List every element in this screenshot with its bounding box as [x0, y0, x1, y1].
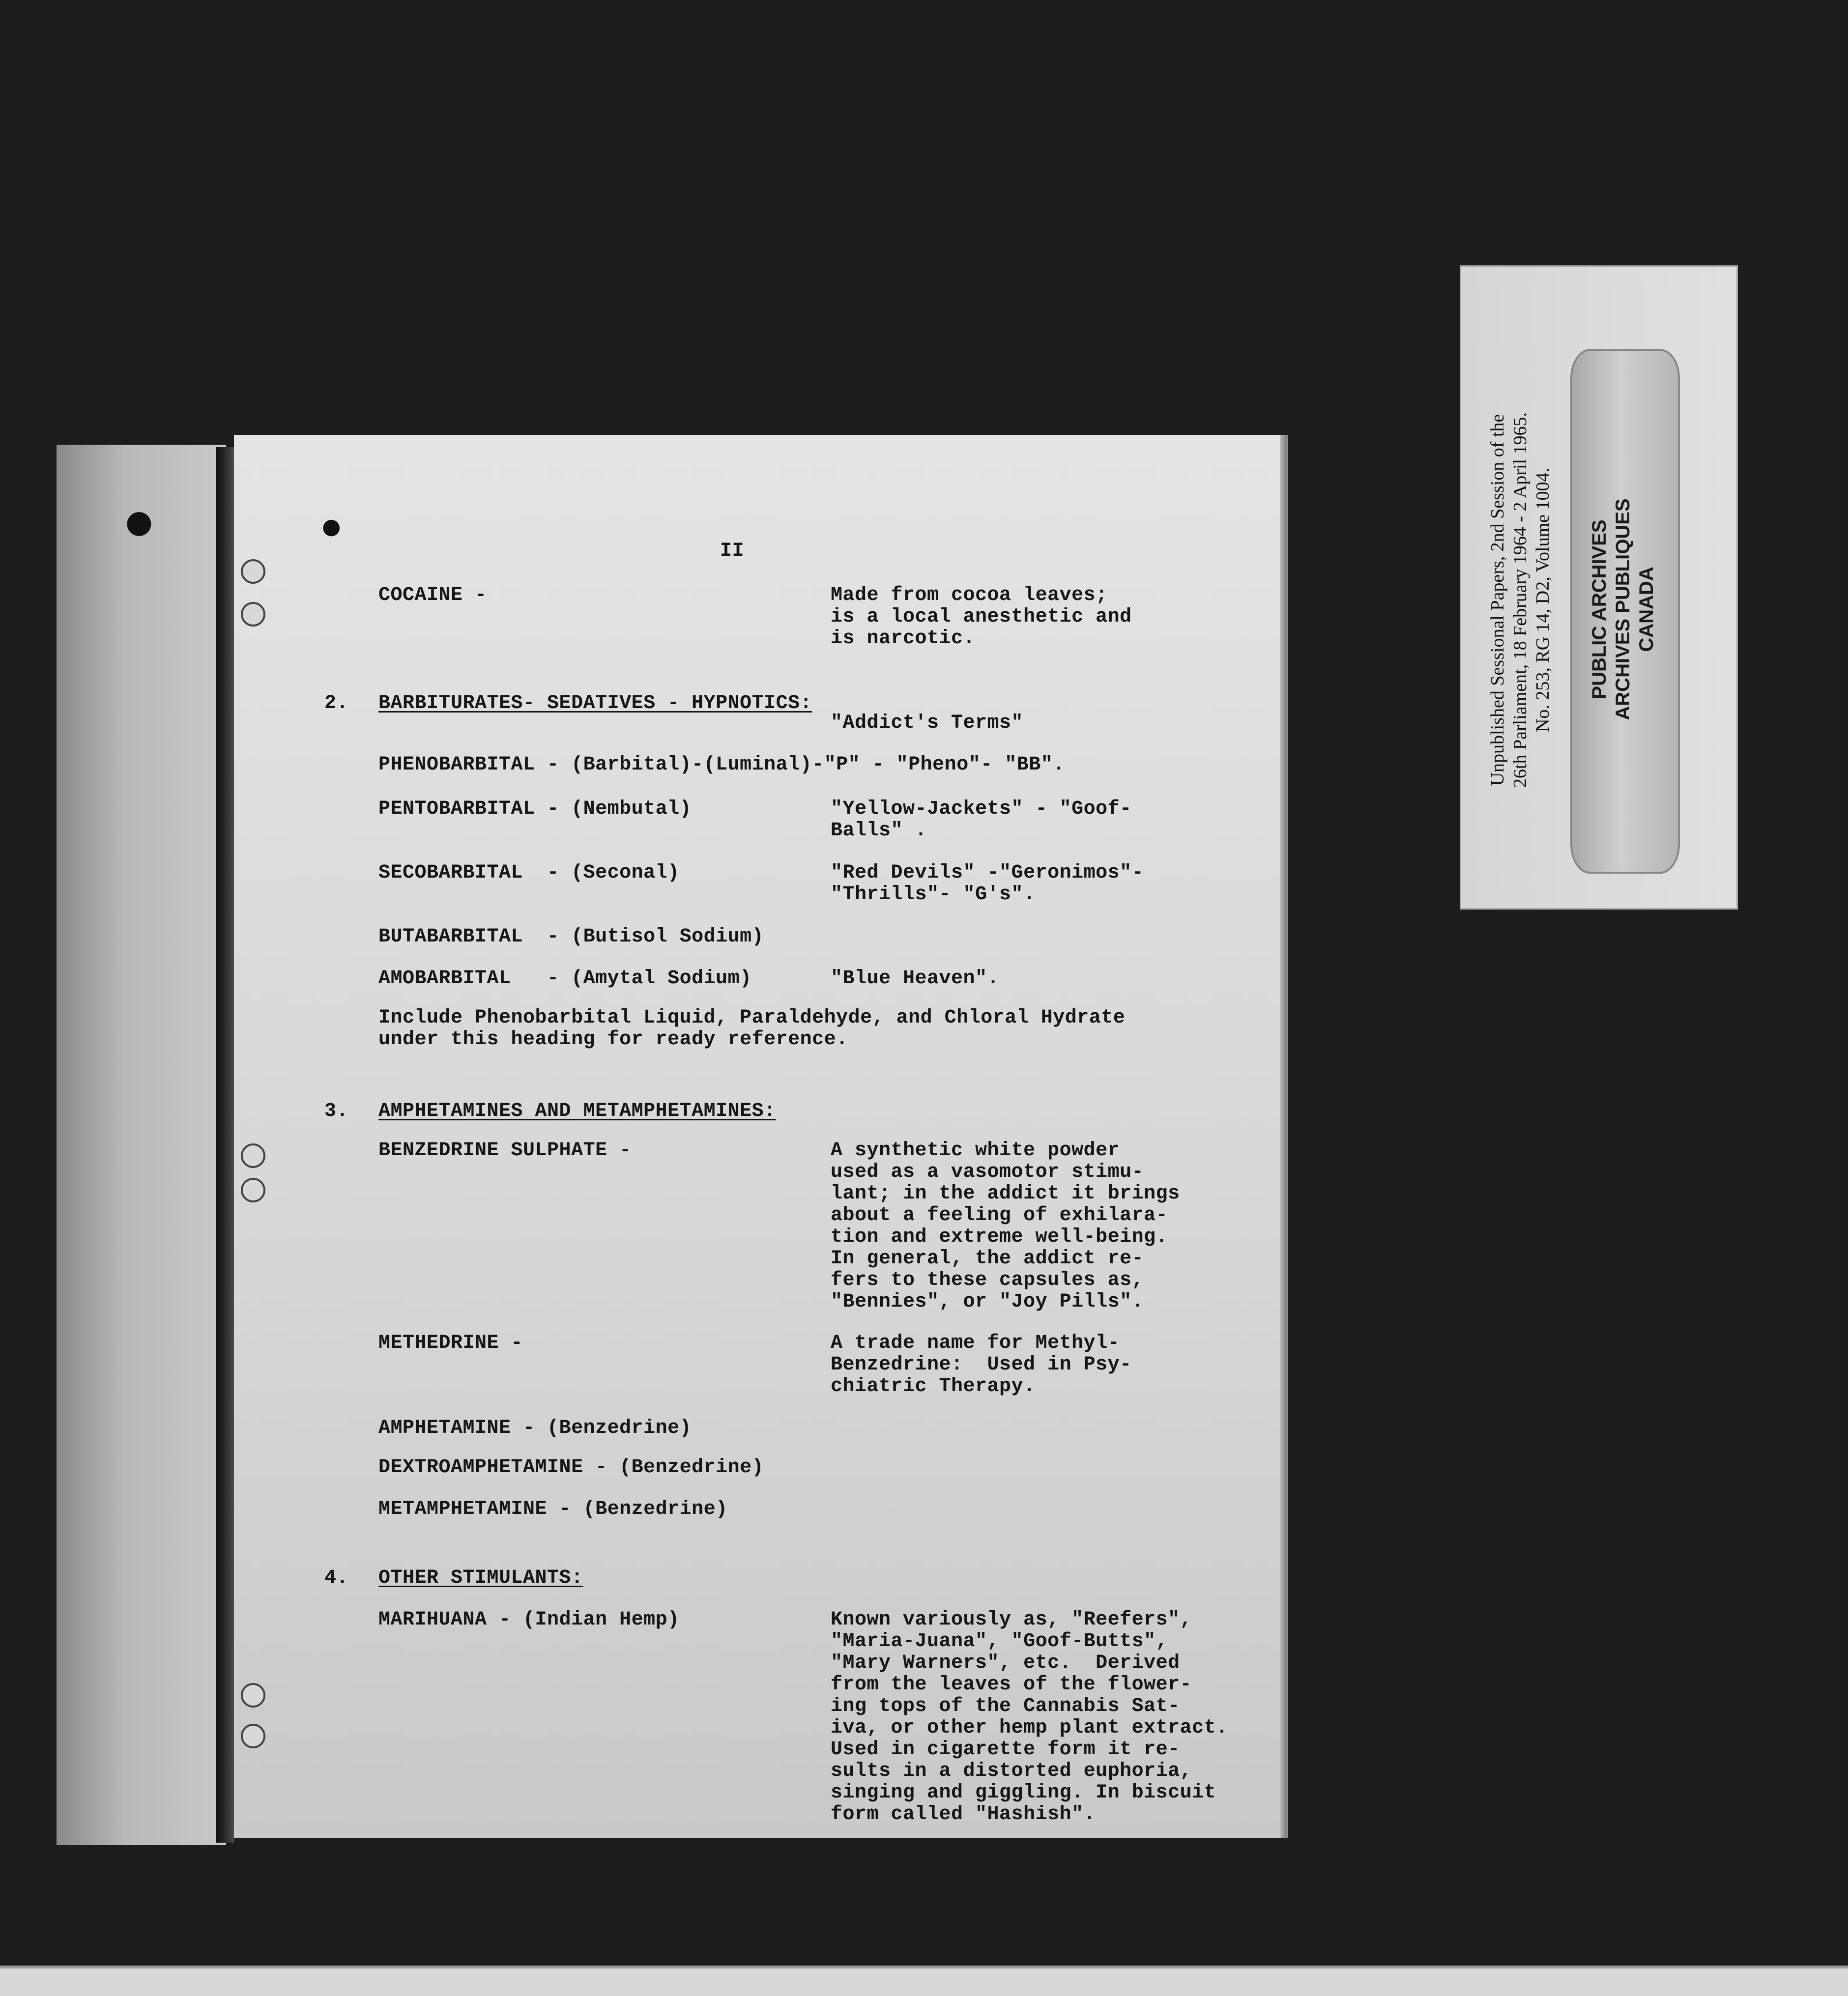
page-binding — [216, 447, 234, 1843]
cocaine-term: COCAINE - — [378, 584, 487, 606]
section-note: Include Phenobarbital Liquid, Paraldehyde, and Chloral Hydrate under this heading for ready reference. — [378, 1007, 1126, 1051]
addict-terms: "Red Devils" -"Geronimos"- "Thrills"- "G's". — [831, 862, 1144, 906]
ink-blot-mark: ● — [125, 504, 153, 540]
column-header: "Addict's Terms" — [831, 712, 1024, 734]
section-number: 3. — [324, 1100, 349, 1122]
metamphetamine-row: METAMPHETAMINE - (Benzedrine) — [378, 1498, 728, 1520]
methedrine-description: A trade name for Methyl- Benzedrine: Used in Psy- chiatric Therapy. — [831, 1332, 1132, 1397]
marihuana-description: Known variously as, "Reefers", "Maria-Juana", "Goof-Butts", "Mary Warners", etc. Derived from the leaves of the flower- ing tops of the Cannabis Sat- iva, or other hemp plant extract. Used in cigarette form it re- sults in a distorted euphoria, singing and giggling. In biscuit form called "Hashish". — [831, 1609, 1228, 1825]
addict-terms: "Blue Heaven". — [831, 968, 1000, 990]
archive-caption: Unpublished Sessional Papers, 2nd Session of the 26th Parliament, 18 February 1964 - 2 April 1965. No. 253, RG 14, D2, Volume 1004. — [1487, 412, 1553, 788]
drug-row: BUTABARBITAL - (Butisol Sodium) — [378, 926, 764, 948]
page-edge — [1280, 435, 1287, 1838]
stamp-line: PUBLIC ARCHIVES — [1588, 519, 1610, 699]
stamp-line: CANADA — [1636, 567, 1657, 652]
methedrine-term: METHEDRINE - — [378, 1332, 523, 1354]
punch-hole — [241, 559, 265, 584]
page-number: II — [720, 540, 745, 562]
ink-blot-mark: ● — [322, 514, 341, 539]
archive-stamp-text — [1588, 388, 1658, 830]
marihuana-term: MARIHUANA - (Indian Hemp) — [378, 1609, 680, 1631]
dextroamphetamine-row: DEXTROAMPHETAMINE - (Benzedrine) — [378, 1456, 764, 1479]
addict-terms: "Yellow-Jackets" - "Goof- Balls" . — [831, 798, 1132, 842]
punch-hole — [241, 1143, 265, 1168]
section-heading: OTHER STIMULANTS: — [378, 1567, 583, 1589]
punch-hole — [241, 602, 265, 627]
section-heading: AMPHETAMINES AND METAMPHETAMINES: — [378, 1100, 776, 1122]
punch-hole — [241, 1178, 265, 1202]
drug-row: PHENOBARBITAL - (Barbital)-(Luminal)-"P" - "Pheno"- "BB". — [378, 754, 1065, 776]
drug-row: PENTOBARBITAL - (Nembutal) — [378, 798, 692, 820]
punch-hole — [241, 1724, 265, 1748]
scan-edge — [0, 1966, 1848, 1996]
benzedrine-term: BENZEDRINE SULPHATE - — [378, 1140, 632, 1162]
drug-row: AMOBARBITAL - (Amytal Sodium) — [378, 968, 752, 990]
drug-row: SECOBARBITAL - (Seconal) — [378, 862, 680, 884]
section-heading: BARBITURATES- SEDATIVES - HYPNOTICS: — [378, 692, 812, 714]
previous-page — [57, 445, 226, 1845]
benzedrine-description: A synthetic white powder used as a vasomotor stimu- lant; in the addict it brings about a feeling of exhilara- tion and extreme well-being. In general, the addict re- fers to these capsules as, "Bennies", or "Joy Pills". — [831, 1140, 1180, 1313]
cocaine-description: Made from cocoa leaves; is a local anesthetic and is narcotic. — [831, 584, 1132, 650]
section-number: 2. — [324, 692, 349, 714]
section-number: 4. — [324, 1567, 349, 1589]
amphetamine-row: AMPHETAMINE - (Benzedrine) — [378, 1417, 692, 1439]
stamp-line: ARCHIVES PUBLIQUES — [1612, 498, 1634, 720]
punch-hole — [241, 1683, 265, 1708]
